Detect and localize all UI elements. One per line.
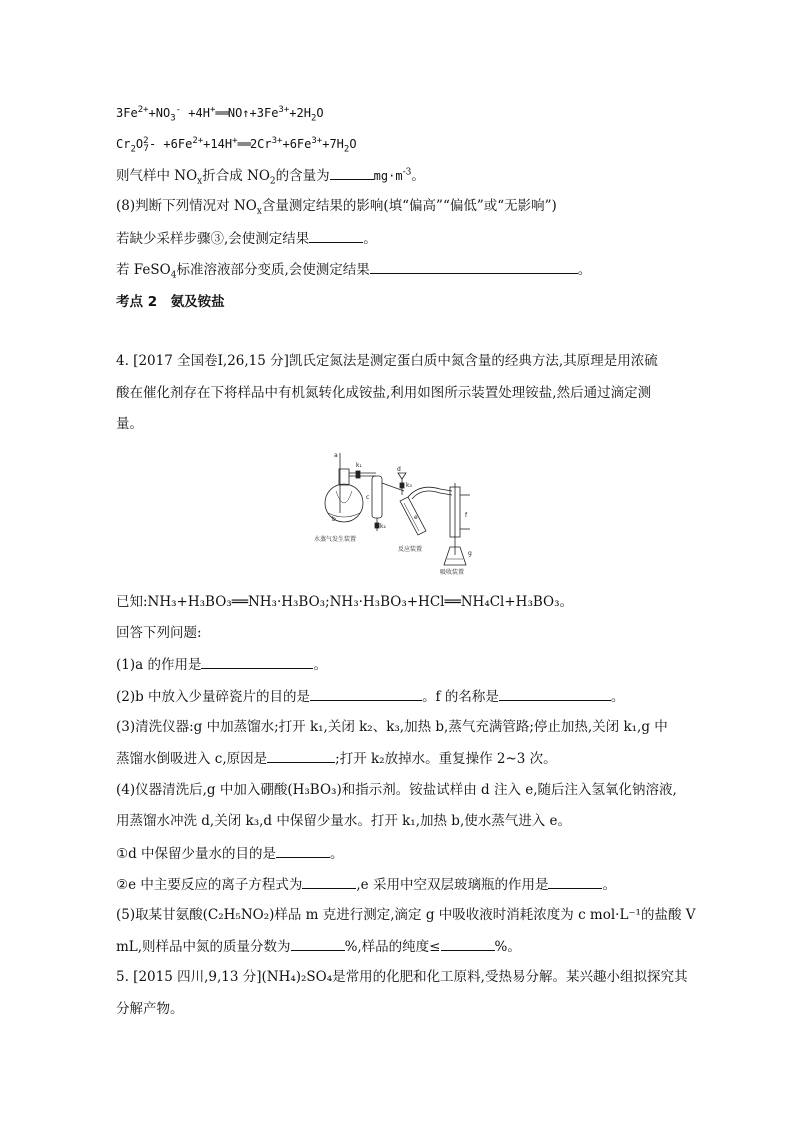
q4-line-3: 量。 xyxy=(116,416,143,432)
svg-text:反应装置: 反应装置 xyxy=(398,546,423,553)
known-line: 已知:NH₃+H₃BO₃══NH₃·H₃BO₃;NH₃·H₃BO₃+HCl══NH₄Cl+H₃BO₃。 xyxy=(116,594,574,610)
section-title: 考点 2 氨及铵盐 xyxy=(116,294,225,310)
svg-text:b: b xyxy=(332,516,336,523)
valve-k1 xyxy=(356,471,360,478)
answer-blank[interactable] xyxy=(201,655,313,669)
funnel-d xyxy=(398,473,406,479)
answer-blank[interactable] xyxy=(499,687,611,701)
q5-line-1: 5. [2015 四川,9,13 分](NH₄)₂SO₄是常用的化肥和化工原料,受热易分解。某兴趣小组拟探究其 xyxy=(116,969,688,985)
valve-k3 xyxy=(400,483,404,488)
q7-line: 则气样中 $NO_x$折合成 $NO_2$的含量为 $mg\cdot m^{-3}$。 xyxy=(116,167,425,187)
p3-line-1: (3)清洗仪器:g 中加蒸馏水;打开 k₁,关闭 k₂、k₃,加热 b,蒸气充满管路;停止加热,关闭 k₁,g 中 xyxy=(116,719,668,735)
answer-blank[interactable] xyxy=(276,844,330,858)
equation-1: $3Fe^{2+}+NO_3^-$ $+4H^+══NO↑+3Fe^{3+}+2H_2O$ xyxy=(116,105,324,124)
svg-text:f: f xyxy=(465,512,468,519)
p4a-line: ①d 中保留少量水的目的是 。 xyxy=(116,846,344,862)
answer-blank[interactable] xyxy=(441,937,495,951)
q8b-line: 若 FeSO$_4$标准溶液部分变质,会使测定结果 。 xyxy=(116,262,592,281)
p2-line: (2)b 中放入少量碎瓷片的目的是 。f 的名称是 。 xyxy=(116,689,625,705)
answer-prompt: 回答下列问题: xyxy=(116,625,202,641)
p5-line-1: (5)取某甘氨酸(C₂H₅NO₂)样品 m 克进行测定,滴定 g 中吸收液时消耗浓度为 c mol·L⁻¹的盐酸 V xyxy=(116,907,696,923)
tube-c xyxy=(372,476,382,518)
p5-line-2: mL,则样品中氮的质量分数为 %,样品的纯度≤ %。 xyxy=(116,939,521,955)
svg-text:c: c xyxy=(366,494,370,501)
q5-line-2: 分解产物。 xyxy=(116,1001,184,1017)
svg-text:k₃: k₃ xyxy=(406,482,412,489)
q8a-line: 若缺少采样步骤③,会使测定结果 。 xyxy=(116,231,377,247)
svg-text:水蒸气发生装置: 水蒸气发生装置 xyxy=(314,536,357,543)
p3-line-2: 蒸馏水倒吸进入 c,原因是 ;打开 k₂放掉水。重复操作 2~3 次。 xyxy=(116,751,557,767)
q4-line-1: 4. [2017 全国卷Ⅰ,26,15 分]凯氏定氮法是测定蛋白质中氮含量的经典方法,其原理是用浓硫 xyxy=(116,353,658,369)
svg-text:k₁: k₁ xyxy=(356,462,362,469)
p4-line-2: 用蒸馏水冲洗 d,关闭 k₃,d 中保留少量水。打开 k₁,加热 b,使水蒸气进入 e。 xyxy=(116,813,572,829)
svg-text:e: e xyxy=(414,514,418,521)
svg-text:d: d xyxy=(397,466,401,473)
answer-blank[interactable] xyxy=(310,687,422,701)
answer-blank[interactable] xyxy=(548,875,602,889)
apparatus-figure xyxy=(300,443,490,578)
p4b-line: ②e 中主要反应的离子方程式为 ,e 采用中空双层玻璃瓶的作用是 。 xyxy=(116,877,616,893)
svg-text:k₂: k₂ xyxy=(380,523,386,530)
svg-text:吸收装置: 吸收装置 xyxy=(440,569,465,576)
vessel-e xyxy=(400,497,426,535)
p1-line: (1)a 的作用是 。 xyxy=(116,657,327,673)
svg-text:a: a xyxy=(334,452,338,459)
answer-blank[interactable] xyxy=(302,875,356,889)
flask-neck xyxy=(339,469,349,485)
q8-line: (8)判断下列情况对 $NO_x$含量测定结果的影响(填“偏高”“偏低”或“无影响”) xyxy=(116,198,557,217)
q4-line-2: 酸在催化剂存在下将样品中有机氮转化成铵盐,利用如图所示装置处理铵盐,然后通过滴定测 xyxy=(116,385,652,401)
answer-blank[interactable] xyxy=(267,749,335,763)
p4-line-1: (4)仪器清洗后,g 中加入硼酸(H₃BO₃)和指示剂。铵盐试样由 d 注入 e,随后注入氢氧化钠溶液, xyxy=(116,782,677,798)
svg-text:g: g xyxy=(468,550,472,557)
answer-blank[interactable] xyxy=(330,166,374,180)
answer-blank[interactable] xyxy=(291,937,345,951)
equation-2: $Cr_2O^2_7-$ $+6Fe^{2+}+14H^+══2Cr^{3+}+6Fe^{3+}+7H_2O$ xyxy=(116,136,357,155)
valve-k2 xyxy=(375,523,379,528)
answer-blank[interactable] xyxy=(309,229,363,243)
answer-blank[interactable] xyxy=(370,260,578,274)
